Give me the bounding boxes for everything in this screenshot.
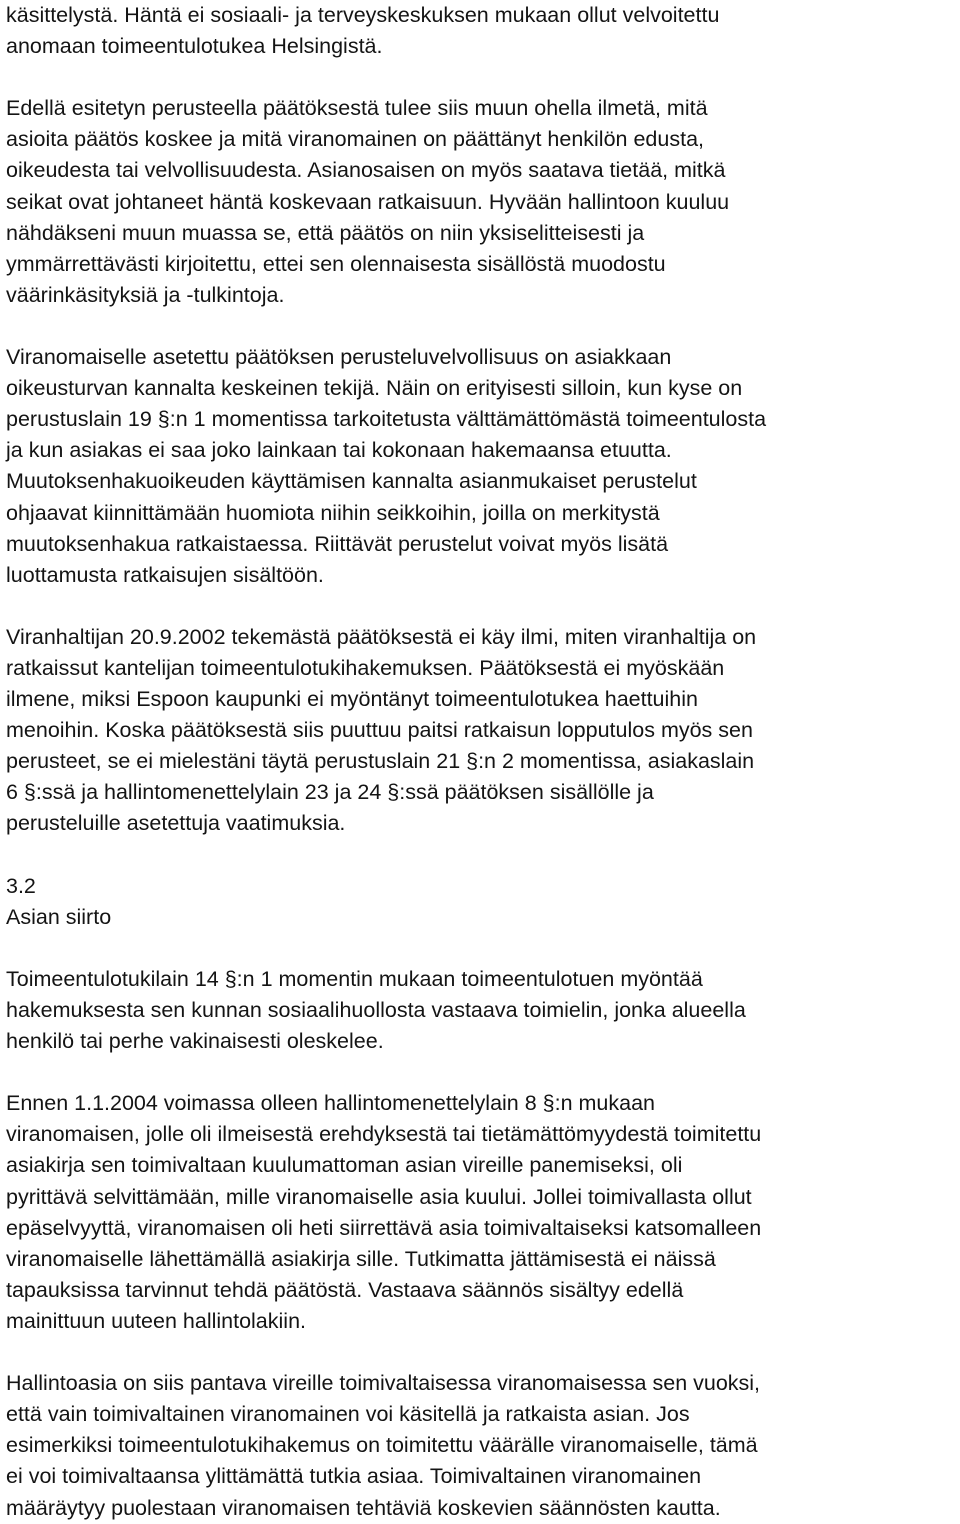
section-title: Asian siirto — [6, 904, 112, 929]
text-line: väärinkäsityksiä ja -tulkintoja. — [6, 282, 285, 307]
paragraph-reasoning-obligation — [6, 342, 956, 591]
text-line: viranomaisen, jolle oli ilmeisestä erehdyksestä tai tietämättömyydestä toimitettu — [6, 1122, 762, 1147]
text-line: pyrittävä selvittämään, mille viranomaiselle asia kuului. Jollei toimivallasta ollut — [6, 1184, 752, 1209]
text-line: Toimeentulotukilain 14 §:n 1 momentin mukaan toimeentulotuen myöntää — [6, 966, 703, 991]
text-line: ohjaavat kiinnittämään huomiota niihin seikkoihin, joilla on merkitystä — [6, 500, 660, 525]
text-line: perustuslain 19 §:n 1 momentissa tarkoitetusta välttämättömästä toimeentulosta — [6, 407, 767, 432]
text-line: luottamusta ratkaisujen sisältöön. — [6, 562, 324, 587]
text-line: ratkaissut kantelijan toimeentulotukihakemuksen. Päätöksestä ei myöskään — [6, 655, 725, 680]
text-line: seikat ovat johtaneet häntä koskevaan ratkaisuun. Hyvään hallintoon kuuluu — [6, 189, 730, 214]
text-line: Ennen 1.1.2004 voimassa olleen hallintomenettelylain 8 §:n mukaan — [6, 1091, 656, 1116]
section-heading — [6, 871, 956, 933]
text-line: 6 §:ssä ja hallintomenettelylain 23 ja 24 §:ssä päätöksen sisällölle ja — [6, 780, 654, 805]
text-line: epäselvyyttä, viranomaisen oli heti siirrettävä asia toimivaltaiseksi katsomalleen — [6, 1215, 762, 1240]
text-line: ymmärrettävästi kirjoitettu, ettei sen olennaisesta sisällöstä muodostu — [6, 251, 666, 276]
text-line: ja kun asiakas ei saa joko lainkaan tai kokonaan hakemaansa etuutta. — [6, 438, 672, 463]
text-line: esimerkiksi toimeentulotukihakemus on toimitettu väärälle viranomaiselle, tämä — [6, 1433, 758, 1458]
text-line: menoihin. Koska päätöksestä siis puuttuu paitsi ratkaisun lopputulos myös sen — [6, 718, 753, 743]
text-line: oikeudesta tai velvollisuudesta. Asianosaisen on myös saatava tietää, mitkä — [6, 158, 726, 183]
text-line: henkilö tai perhe vakinaisesti oleskelee. — [6, 1029, 384, 1054]
text-line: asioita päätös koskee ja mitä viranomainen on päättänyt henkilön edusta, — [6, 127, 704, 152]
text-line: että vain toimivaltainen viranomainen voi käsitellä ja ratkaista asian. Jos — [6, 1402, 690, 1427]
text-line: Hallintoasia on siis pantava vireille toimivaltaisessa viranomaisessa sen vuoksi, — [6, 1371, 761, 1396]
text-line: Edellä esitetyn perusteella päätöksestä tulee siis muun ohella ilmetä, mitä — [6, 96, 708, 121]
text-line: ei voi toimivaltaansa ylittämättä tutkia asiaa. Toimivaltainen viranomainen — [6, 1464, 702, 1489]
text-line: oikeusturvan kannalta keskeinen tekijä. Näin on erityisesti silloin, kun kyse on — [6, 376, 743, 401]
text-line: määräytyy puolestaan viranomaisen tehtäviä koskevien säännösten kautta. — [6, 1495, 721, 1520]
text-line: anomaan toimeentulotukea Helsingistä. — [6, 34, 383, 59]
text-line: mainittuun uuteen hallintolakiin. — [6, 1308, 307, 1333]
text-line: Viranhaltijan 20.9.2002 tekemästä päätöksestä ei käy ilmi, miten viranhaltija on — [6, 624, 757, 649]
paragraph-officer-decision — [6, 622, 956, 840]
text-line: perusteluille asetettuja vaatimuksia. — [6, 811, 346, 836]
text-line: ilmene, miksi Espoon kaupunki ei myöntänyt toimeentulotukea haettuihin — [6, 687, 698, 712]
text-line: asiakirja sen toimivaltaan kuulumattoman asian vireille panemiseksi, oli — [6, 1153, 683, 1178]
text-line: käsittelystä. Häntä ei sosiaali- ja terveyskeskuksen mukaan ollut velvoitettu — [6, 3, 720, 27]
text-line: muutoksenhakua ratkaistaessa. Riittävät perustelut voivat myös lisätä — [6, 531, 669, 556]
paragraph-competent-authority — [6, 1368, 956, 1523]
section-number: 3.2 — [6, 873, 36, 898]
paragraph-intro-continuation — [6, 0, 956, 62]
text-line: tapauksissa tarvinnut tehdä päätöstä. Vastaava säännös sisältyy edellä — [6, 1277, 684, 1302]
text-line: Viranomaiselle asetettu päätöksen perusteluvelvollisuus on asiakkaan — [6, 345, 672, 370]
text-line: viranomaiselle lähettämällä asiakirja sille. Tutkimatta jättämisestä ei näissä — [6, 1246, 716, 1271]
paragraph-income-support-law — [6, 964, 956, 1057]
document-page — [6, 0, 956, 1524]
text-line: nähdäkseni muun muassa se, että päätös on niin yksiselitteisesti ja — [6, 220, 645, 245]
text-line: perusteet, se ei mielestäni täytä perustuslain 21 §:n 2 momentissa, asiakaslain — [6, 749, 755, 774]
text-line: hakemuksesta sen kunnan sosiaalihuollosta vastaava toimielin, jonka alueella — [6, 998, 746, 1022]
text-line: Muutoksenhakuoikeuden käyttämisen kannalta asianmukaiset perustelut — [6, 469, 697, 494]
paragraph-decision-content — [6, 93, 956, 311]
paragraph-administrative-procedure — [6, 1088, 956, 1337]
